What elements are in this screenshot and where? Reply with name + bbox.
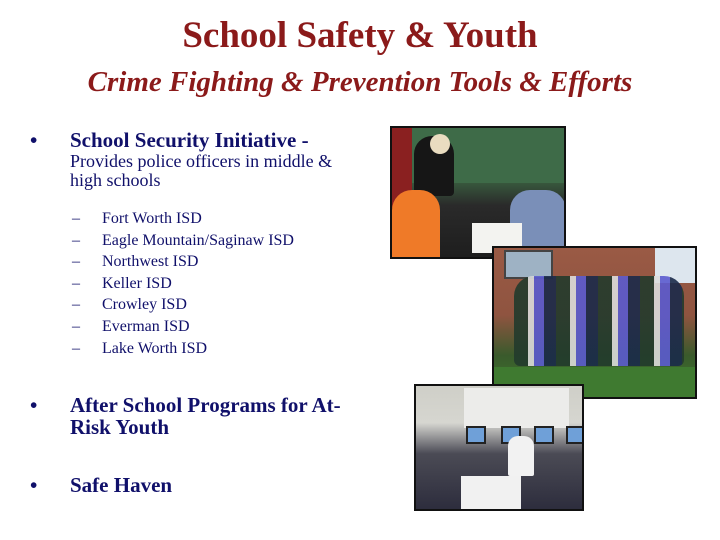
monitor [466,426,486,444]
bullet-marker: • [30,128,38,152]
classroom-tutoring-photo [390,126,566,259]
student-group [514,276,684,366]
group-photo-with-officer [492,246,697,399]
description-line: high schools [70,170,161,190]
teacher-head [430,134,450,154]
list-item-label: Everman ISD [102,317,190,335]
bullet-heading: School Security Initiative - [70,128,309,152]
bullet-heading: Safe Haven [70,473,173,497]
bullet-description [70,152,380,190]
list-item-label: Northwest ISD [102,253,199,271]
dash-marker: – [72,210,80,227]
monitor [566,426,584,444]
dash-marker: – [72,231,80,249]
description-line: Provides police officers in middle & [70,151,333,171]
dash-marker: – [72,296,80,314]
dash-marker: – [72,317,80,335]
list-item-label: Lake Worth ISD [102,339,208,357]
bullet-marker: • [30,393,38,417]
person-white-shirt [508,436,534,476]
whiteboard [464,388,569,428]
bullet-heading: After School Programs for At-Risk Youth [70,393,341,439]
list-item-label: Keller ISD [102,274,172,292]
slide-title: School Safety & Youth [182,15,538,56]
list-item-label: Eagle Mountain/Saginaw ISD [102,231,294,249]
list-item-label: Fort Worth ISD [102,210,202,227]
dash-marker: – [72,274,80,292]
monitor [534,426,554,444]
list-item-label: Crowley ISD [102,296,187,314]
computer-lab-photo [414,384,584,511]
dash-marker: – [72,253,80,271]
student-orange-shirt [392,190,440,259]
building-window [504,250,553,279]
desk [461,476,521,511]
dash-marker: – [72,339,80,357]
slide-subtitle: Crime Fighting & Prevention Tools & Efforts [87,66,633,98]
bullet-marker: • [30,473,38,497]
